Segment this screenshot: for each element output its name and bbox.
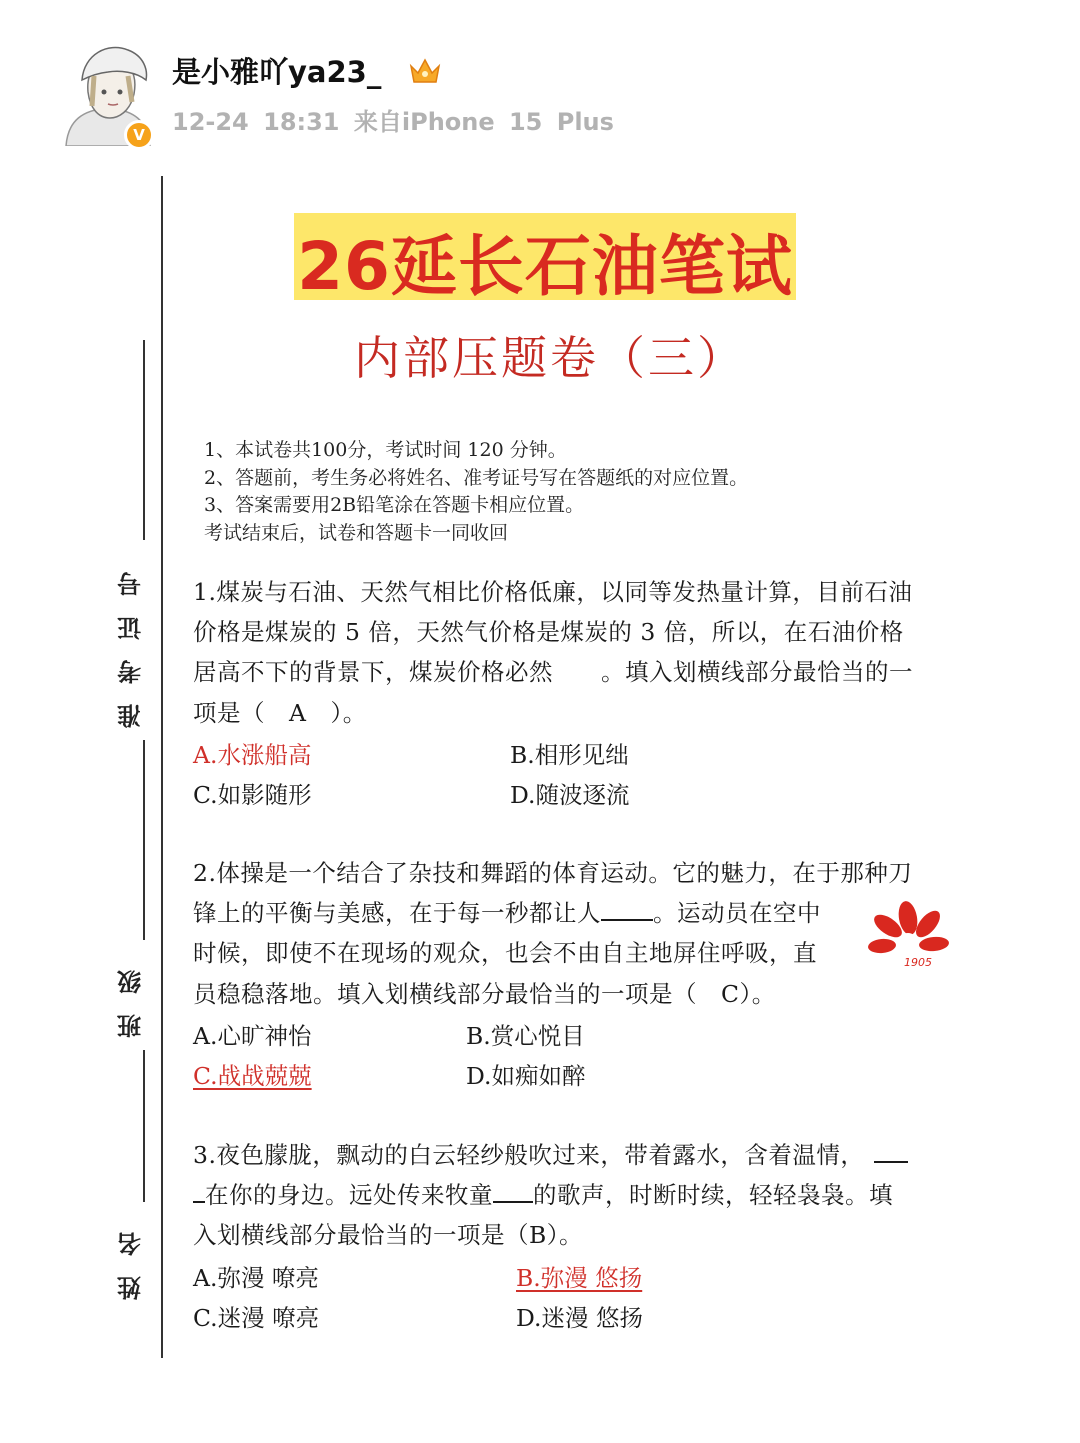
question-1-text: [193, 572, 931, 733]
answer-blank: [193, 1179, 205, 1203]
side-label-class: 班级: [117, 950, 146, 1038]
question-2-text: [193, 853, 931, 1014]
question-line: 时候，即使不在现场的观众，也会不由自主地屏住呼吸，直: [193, 939, 817, 968]
answer-blank: [493, 1179, 533, 1203]
question-line: [193, 893, 931, 933]
answer-blank: [601, 897, 653, 921]
question-line-part: 3.夜色朦胧，飘动的白云轻纱般吹过来，带着露水，含着温情，: [193, 1141, 865, 1169]
q2-option-d: D.如痴如醉: [466, 1062, 586, 1090]
company-logo: [868, 900, 952, 972]
q2-option-c: C.战战兢兢: [193, 1062, 312, 1090]
q1-option-c: C.如影随形: [193, 781, 312, 809]
q1-option-d: D.随波逐流: [510, 781, 630, 809]
question-line: 项是（ A ）。: [193, 698, 367, 727]
exam-notes: [204, 437, 824, 547]
verified-badge-icon: V: [124, 120, 154, 150]
post-timestamp: 12-24 18:31: [172, 108, 340, 136]
note-line: 3、答案需要用2B铅笔涂在答题卡相应位置。: [204, 494, 585, 516]
username[interactable]: 是小雅吖ya23_: [172, 55, 382, 89]
question-line: 2.体操是一个结合了杂技和舞蹈的体育运动。它的魅力，在于那种刀: [193, 859, 913, 887]
side-rule: [143, 1050, 145, 1202]
q3-option-d: D.迷漫 悠扬: [516, 1304, 643, 1332]
crown-icon: [408, 56, 442, 86]
side-rule: [143, 740, 145, 940]
question-line: [193, 1175, 931, 1215]
note-line: 2、答题前，考生务必将姓名、准考证号写在答题纸的对应位置。: [204, 466, 749, 489]
post-source: 来自iPhone 15 Plus: [353, 108, 614, 136]
exam-subtitle: 内部压题卷（三）: [354, 331, 746, 385]
q2-option-a: A.心旷神怡: [193, 1022, 312, 1050]
binding-margin-line: [161, 176, 163, 1358]
question-line: 员稳稳落地。填入划横线部分最恰当的一项是（ C）。: [193, 979, 776, 1008]
side-rule: [143, 340, 145, 540]
answer-blank: [874, 1139, 908, 1163]
question-line: 居高不下的背景下，煤炭价格必然 。填入划横线部分最恰当的一: [193, 658, 913, 687]
question-line-part: 锋上的平衡与美感，在于每一秒都让人: [193, 899, 601, 928]
q1-option-b: B.相形见绌: [510, 741, 629, 769]
note-line: 考试结束后，试卷和答题卡一同收回: [204, 521, 509, 544]
q3-option-a: A.弥漫 嘹亮: [193, 1264, 319, 1292]
q3-option-b: B.弥漫 悠扬: [516, 1264, 643, 1292]
exam-title: 26延长石油笔试: [297, 228, 793, 305]
question-line: 价格是煤炭的 5 倍，天然气价格是煤炭的 3 倍，所以，在石油价格: [193, 618, 904, 647]
question-line-part: 的歌声，时断时续，轻轻袅袅。填: [533, 1181, 893, 1210]
q1-option-a: A.水涨船高: [193, 741, 312, 769]
post-meta: [172, 102, 614, 137]
question-line-part: 在你的身边。远处传来牧童: [205, 1181, 493, 1210]
note-line: 1、本试卷共100分，考试时间 120 分钟。: [204, 439, 567, 461]
question-3-text: [193, 1135, 931, 1256]
q3-option-c: C.迷漫 嘹亮: [193, 1304, 320, 1332]
question-line: 1.煤炭与石油、天然气相比价格低廉，以同等发热量计算，目前石油: [193, 578, 913, 606]
logo-text: 1905: [904, 956, 932, 969]
question-line: [193, 1135, 931, 1175]
q2-option-b: B.赏心悦目: [466, 1022, 585, 1050]
question-line-part: 。运动员在空中: [653, 899, 821, 928]
side-label-exam-number: 准考证号: [117, 552, 146, 728]
question-line: 入划横线部分最恰当的一项是（B）。: [193, 1221, 584, 1250]
side-label-name: 姓名: [117, 1212, 146, 1300]
